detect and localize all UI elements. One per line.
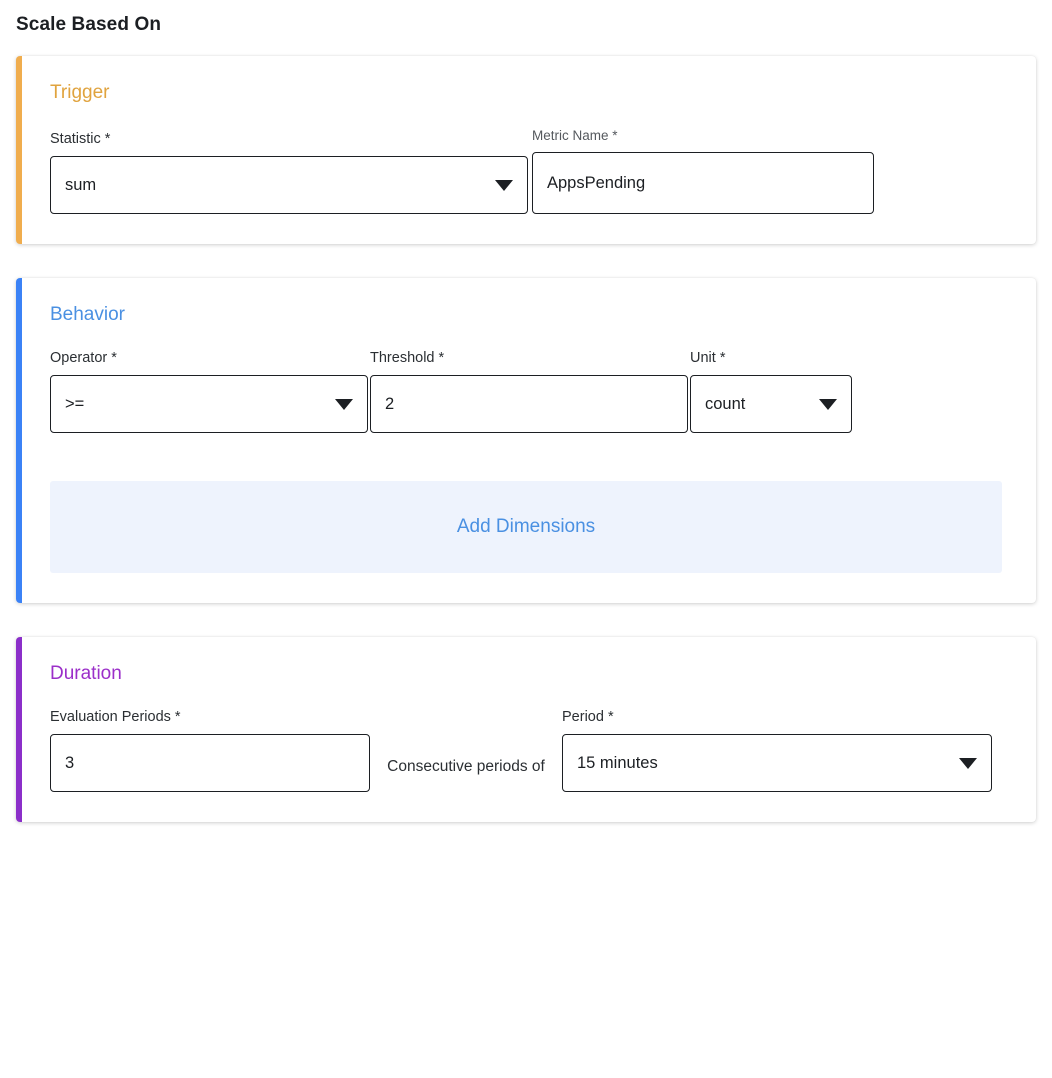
- trigger-card: [16, 56, 1036, 244]
- chevron-down-icon: [495, 180, 513, 191]
- behavior-section-title: Behavior: [50, 304, 125, 325]
- operator-label: Operator *: [50, 350, 117, 366]
- threshold-label: Threshold *: [370, 350, 445, 366]
- add-dimensions-button[interactable]: [50, 481, 1002, 573]
- unit-label: Unit *: [690, 350, 726, 366]
- duration-card: [16, 637, 1036, 822]
- behavior-fields-row: [50, 350, 1002, 433]
- metric-name-input[interactable]: [532, 152, 874, 214]
- behavior-card: [16, 278, 1036, 603]
- operator-select[interactable]: [50, 375, 368, 433]
- page-title: Scale Based On: [16, 14, 162, 35]
- statistic-value: sum: [65, 175, 97, 194]
- statistic-field: [50, 131, 528, 214]
- evaluation-periods-value: 3: [65, 753, 75, 772]
- period-value: 15 minutes: [577, 753, 658, 772]
- duration-fields-row: [50, 709, 1002, 792]
- chevron-down-icon: [959, 758, 977, 769]
- trigger-section-title: Trigger: [50, 82, 110, 103]
- unit-value: count: [705, 394, 746, 413]
- trigger-fields-row: [50, 128, 1002, 214]
- metric-name-field: [532, 128, 874, 214]
- evaluation-periods-label: Evaluation Periods *: [50, 709, 181, 725]
- consecutive-periods-text: Consecutive periods of: [387, 758, 545, 776]
- evaluation-periods-input[interactable]: [50, 734, 370, 792]
- unit-select[interactable]: [690, 375, 852, 433]
- threshold-field: [370, 350, 688, 433]
- statistic-label: Statistic *: [50, 131, 111, 147]
- add-dimensions-label: Add Dimensions: [456, 516, 596, 537]
- metric-name-label: Metric Name *: [532, 128, 618, 143]
- period-label: Period *: [562, 709, 614, 725]
- operator-value: >=: [65, 394, 85, 413]
- duration-section-title: Duration: [50, 663, 122, 684]
- period-field: [562, 709, 992, 792]
- threshold-value: 2: [385, 394, 395, 413]
- chevron-down-icon: [335, 399, 353, 410]
- evaluation-periods-field: [50, 709, 370, 792]
- statistic-select[interactable]: [50, 156, 528, 214]
- metric-name-value: AppsPending: [547, 173, 646, 192]
- operator-field: [50, 350, 368, 433]
- threshold-input[interactable]: [370, 375, 688, 433]
- period-select[interactable]: [562, 734, 992, 792]
- scale-based-on-page: [0, 14, 1052, 822]
- unit-field: [690, 350, 852, 433]
- chevron-down-icon: [819, 399, 837, 410]
